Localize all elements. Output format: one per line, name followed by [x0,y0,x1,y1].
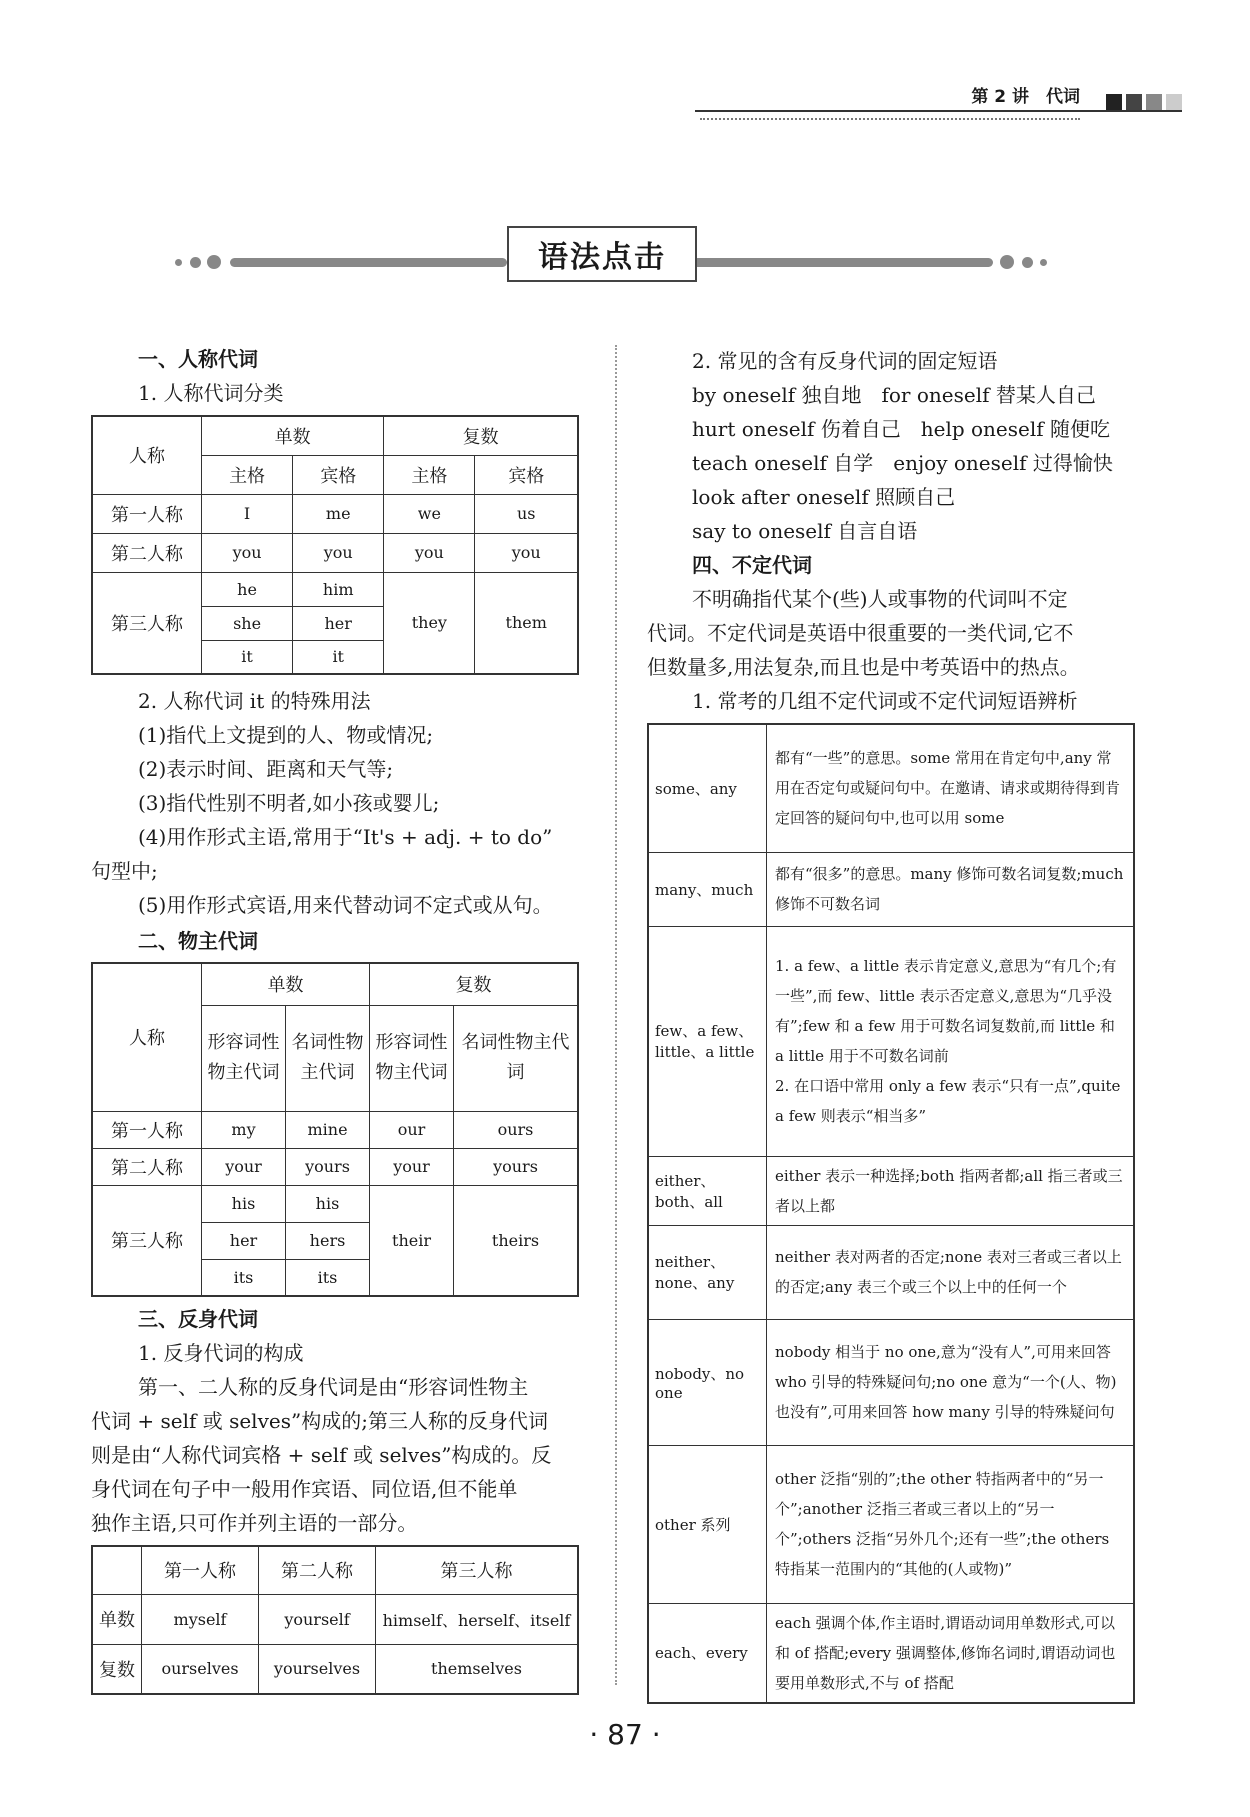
cell: yourself [259,1594,376,1644]
cell [92,1546,142,1594]
cell: neither 表对两者的否定;none 表对三者或三者以上的否定;any 表三个或三个以上中的任何一个 [767,1225,1135,1319]
table-row [92,1594,578,1644]
list-item: (3)指代性别不明者,如小孩或婴儿; [138,791,440,815]
cell: himself、herself、itself [376,1594,579,1644]
cell: them [475,572,578,674]
cell: her [202,1222,286,1259]
possessive-pronoun-table [91,962,579,1297]
cell: themselves [376,1644,579,1694]
cell: his [286,1185,370,1222]
list-item: (4)用作形式主语,常用于“It's + adj. + to do” [138,825,553,849]
table-row [648,926,1134,1156]
cell: myself [142,1594,259,1644]
th-singular: 单数 [202,416,384,455]
th-noun: 名词性物主代词 [454,1005,579,1111]
cell: it [202,640,293,674]
banner-dot [175,259,182,266]
heading-indefinite-pronouns: 四、不定代词 [692,553,812,577]
reflexive-pronoun-table [91,1545,579,1695]
banner-dot [1040,259,1047,266]
paragraph-line: 身代词在句子中一般用作宾语、同位语,但不能单 [91,1477,518,1501]
cell: 第二人称 [259,1546,376,1594]
header-squares [1106,94,1182,110]
table-row [92,533,578,572]
cell: theirs [454,1185,579,1296]
cell: you [202,533,293,572]
chapter-label: 第 2 讲 代词 [971,87,1080,107]
personal-pronoun-table [91,415,579,675]
cell: our [370,1111,454,1148]
cell: they [384,572,475,674]
cell: nobody、no one [648,1319,767,1445]
header-dotted-rule [700,118,1080,120]
cell: either、both、all [648,1156,767,1225]
table-row [92,494,578,533]
th-person: 人称 [92,416,202,494]
banner-dot [190,257,201,268]
cell: 都有“一些”的意思。some 常用在肯定句中,any 常用在否定句或疑问句中。在邀请、请求或期待得到肯定回答的疑问句中,也可以用 some [767,724,1135,852]
th-subj: 主格 [202,455,293,494]
th-subj: 主格 [384,455,475,494]
th-adj: 形容词性物主代词 [202,1005,286,1111]
table-row [92,1111,578,1148]
paragraph-line: 独作主语,只可作并列主语的一部分。 [91,1511,418,1535]
cell: your [370,1148,454,1185]
cell: you [384,533,475,572]
subheading: 2. 常见的含有反身代词的固定短语 [692,349,998,373]
cell: 第三人称 [376,1546,579,1594]
cell: 第三人称 [92,572,202,674]
section-banner: 语法点击 [507,226,697,282]
cell: he [202,572,293,606]
cell: few、a few、little、a little [648,926,767,1156]
table-row [648,1445,1134,1603]
cell: many、much [648,852,767,926]
table-row [648,724,1134,852]
table-row [648,852,1134,926]
table-row [92,1546,578,1594]
th-noun: 名词性物主代词 [286,1005,370,1111]
cell: his [202,1185,286,1222]
phrase-line: by oneself 独自地 for oneself 替某人自己 [692,383,1096,407]
list-item: (5)用作形式宾语,用来代替动词不定式或从句。 [138,893,553,917]
table-row [92,1148,578,1185]
cell: ourselves [142,1644,259,1694]
subheading: 1. 常考的几组不定代词或不定代词短语辨析 [692,689,1078,713]
cell: you [293,533,384,572]
cell: either 表示一种选择;both 指两者都;all 指三者或三者以上都 [767,1156,1135,1225]
cell: 第二人称 [92,533,202,572]
cell: I [202,494,293,533]
cell: us [475,494,578,533]
subheading: 2. 人称代词 it 的特殊用法 [138,689,371,713]
table-row [648,1603,1134,1703]
heading-reflexive-pronouns: 三、反身代词 [138,1307,258,1331]
indefinite-pronoun-table [647,723,1135,1704]
list-item: (2)表示时间、距离和天气等; [138,757,394,781]
table-row [648,1225,1134,1319]
list-item: 句型中; [91,859,158,883]
cell: 单数 [92,1594,142,1644]
phrase-line: say to oneself 自言自语 [692,519,918,543]
cell: neither、none、any [648,1225,767,1319]
th-plural: 复数 [384,416,578,455]
cell: yourselves [259,1644,376,1694]
heading-personal-pronouns: 一、人称代词 [138,347,258,371]
cell: each 强调个体,作主语时,谓语动词用单数形式,可以和 of 搭配;every 强调整体,修饰名词时,谓语动词也要用单数形式,不与 of 搭配 [767,1603,1135,1703]
th-obj: 宾格 [293,455,384,494]
th-plural: 复数 [370,963,579,1005]
cell: him [293,572,384,606]
cell: other 系列 [648,1445,767,1603]
cell: she [202,606,293,640]
phrase-line: teach oneself 自学 enjoy oneself 过得愉快 [692,451,1113,475]
cell: 第一人称 [92,494,202,533]
cell: each、every [648,1603,767,1703]
cell: its [286,1259,370,1296]
table-row [92,1185,578,1222]
cell: 第三人称 [92,1185,202,1296]
cell: hers [286,1222,370,1259]
th-obj: 宾格 [475,455,578,494]
cell: her [293,606,384,640]
page-number: · 87 · [589,1718,661,1751]
paragraph-line: 代词。不定代词是英语中很重要的一类代词,它不 [647,621,1074,645]
th-person: 人称 [92,963,202,1111]
th-singular: 单数 [202,963,370,1005]
column-divider [615,345,617,1685]
header-rule [695,110,1182,112]
banner-dot [1000,255,1014,269]
banner-bar-left [230,258,507,267]
cell: your [202,1148,286,1185]
cell: other 泛指“别的”;the other 特指两者中的“另一个”;another 泛指三者或三者以上的“另一个”;others 泛指“另外几个;还有一些”;the others 特指某一范围内的“其他的(人或物)” [767,1445,1135,1603]
subheading: 1. 人称代词分类 [138,381,284,405]
subheading: 1. 反身代词的构成 [138,1341,304,1365]
phrase-line: look after oneself 照顾自己 [692,485,956,509]
paragraph-line: 代词 + self 或 selves”构成的;第三人称的反身代词 [91,1409,548,1433]
heading-possessive-pronouns: 二、物主代词 [138,929,258,953]
table-row [648,1319,1134,1445]
th-adj: 形容词性物主代词 [370,1005,454,1111]
table-row [92,1644,578,1694]
paragraph-line: 不明确指代某个(些)人或事物的代词叫不定 [692,587,1068,611]
cell: my [202,1111,286,1148]
cell: me [293,494,384,533]
cell: 第一人称 [92,1111,202,1148]
cell: 第二人称 [92,1148,202,1185]
cell: their [370,1185,454,1296]
cell: 都有“很多”的意思。many 修饰可数名词复数;much 修饰不可数名词 [767,852,1135,926]
cell: you [475,533,578,572]
cell: nobody 相当于 no one,意为“没有人”,可用来回答 who 引导的特殊疑问句;no one 意为“一个(人、物)也没有”,可用来回答 how many 引导的特殊疑问句 [767,1319,1135,1445]
cell: yours [454,1148,579,1185]
cell: ours [454,1111,579,1148]
banner-dot [1022,257,1033,268]
paragraph-line: 则是由“人称代词宾格 + self 或 selves”构成的。反 [91,1443,552,1467]
paragraph-line: 第一、二人称的反身代词是由“形容词性物主 [138,1375,529,1399]
cell: its [202,1259,286,1296]
cell: 复数 [92,1644,142,1694]
cell: some、any [648,724,767,852]
cell: we [384,494,475,533]
banner-dot [207,255,221,269]
list-item: (1)指代上文提到的人、物或情况; [138,723,434,747]
cell: it [293,640,384,674]
cell: 第一人称 [142,1546,259,1594]
paragraph-line: 但数量多,用法复杂,而且也是中考英语中的热点。 [647,655,1080,679]
banner-bar-right [693,258,993,267]
cell: 1. a few、a little 表示肯定意义,意思为“有几个;有一些”,而 few、little 表示否定意义,意思为“几乎没有”;few 和 a few 用于可数名词复数前,而 little 和 a little 用于不可数名词前 2. 在口语中常用 only a few 表示“只有一点”,quite a few 则表示“相当多” [767,926,1135,1156]
cell: yours [286,1148,370,1185]
cell: mine [286,1111,370,1148]
phrase-line: hurt oneself 伤着自己 help oneself 随便吃 [692,417,1111,441]
table-row [92,572,578,606]
table-row [648,1156,1134,1225]
